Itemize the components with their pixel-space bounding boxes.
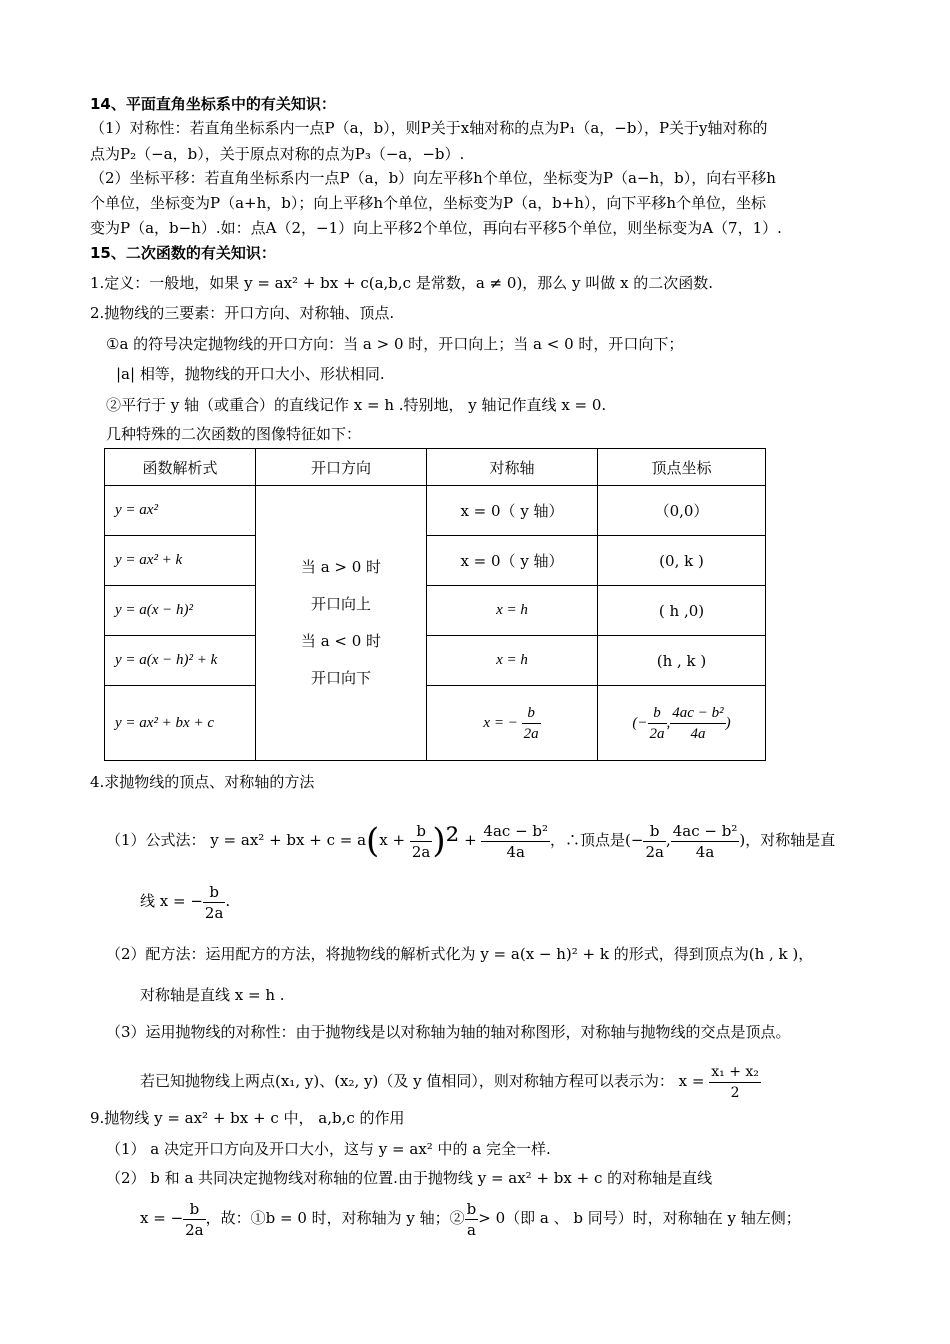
fraction-numerator: 4ac − b² [483,821,549,840]
vertex-x-fraction [648,703,667,744]
opening-line: 当 a > 0 时 [300,558,382,576]
axis-cell: x = 0（ y 轴） [427,486,598,536]
fraction-denominator: 2 [730,1084,740,1101]
vertex-close: ) [725,714,731,731]
formula-x-plus: x + [379,831,406,849]
formula-fraction-4 [671,821,740,862]
table-header-row [105,449,766,486]
fraction-numerator: b [643,821,666,842]
big-paren-open: ( [366,821,380,861]
sec9-b-role: （2） b 和 a 共同决定抛物线对称轴的位置.由于抛物线 y = ax² + bx + c 的对称轴是直线 [106,1169,713,1187]
fraction-numerator: b [466,1199,477,1218]
vertex-open: (− [632,714,648,731]
sec14-symmetry-line-1: （1）对称性：若直角坐标系内一点P（a，b），则P关于x轴对称的点为P₁（a，−b），P关于y轴对称的 [90,119,768,137]
fraction-numerator: b [522,703,541,724]
axis-cell [427,686,598,761]
formula-fraction-1 [410,821,433,862]
axis-cell: x = 0（ y 轴） [427,536,598,586]
sec9-axis-prefix: x = − [140,1209,184,1227]
table-row [105,636,766,686]
fraction-denominator: 2a [185,1220,204,1239]
sec15-table-intro: 几种特殊的二次函数的图像特征如下： [106,425,362,443]
sec14-translation-line-3: 变为P（a，b−h）.如：点A（2，−1）向上平移2个单位，再向右平移5个单位，则坐标变为A（7，1）. [90,219,782,237]
table-header-cell: 函数解析式 [105,449,256,486]
sec14-symmetry-line-2: 点为P₂（−a，b），关于原点对称的点为P₃（−a，−b）. [90,145,465,163]
function-cell: y = a(x − h)² + k [105,636,256,686]
vertex-cell: (0, k ) [598,536,766,586]
section-4-title: 4.求抛物线的顶点、对称轴的方法 [90,773,315,791]
sec15-three-elements: 2.抛物线的三要素：开口方向、对称轴、顶点. [90,304,395,322]
symmetry-fraction [709,1062,761,1103]
sec14-translation-line-2: 个单位，坐标变为P（a+h，b）；向上平移h个单位，坐标变为P（a，b+h），向下平移h个单位，坐标 [90,194,767,212]
formula-vertex-label: ，∴顶点是(− [550,831,644,849]
big-paren-close: )² [432,821,460,861]
sec9-a-role: （1） a 决定开口方向及开口大小，这与 y = ax² 中的 a 完全一样. [106,1140,551,1158]
axis-cell: x = h [427,586,598,636]
formula-fraction-3 [643,821,666,862]
symmetry-method-line-1: （3）运用抛物线的对称性：由于抛物线是以对称轴为轴的轴对称图形，对称轴与抛物线的交点是顶点。 [106,1023,791,1041]
fraction-numerator: x₁ + x₂ [709,1062,761,1083]
sec9-fraction-2 [465,1199,479,1240]
completing-square-line-2: 对称轴是直线 x = h . [140,986,285,1004]
fraction-denominator: 2a [523,725,539,742]
formula-axis-line [140,876,230,926]
sec9-fraction-1 [183,1199,206,1240]
axis-line-end: . [225,892,231,910]
sec15-abs-a-rule: |a| 相等，抛物线的开口大小、形状相同. [116,365,385,383]
fraction-denominator: 4a [690,725,706,742]
vertex-cell: (h , k ) [598,636,766,686]
section-14-title: 14、平面直角坐标系中的有关知识： [90,95,336,113]
sec15-vertical-line-rule: ②平行于 y 轴（或重合）的直线记作 x = h .特别地， y 轴记作直线 x = 0. [106,396,607,414]
function-cell: y = a(x − h)² [105,586,256,636]
vertex-cell: （0,0） [598,486,766,536]
fraction-denominator: 2a [645,842,664,861]
symmetry-method-line-2 [140,1056,761,1106]
formula-prefix: （1）公式法： y = ax² + bx + c = a [106,831,367,849]
fraction-denominator: a [467,1220,476,1239]
table-row [105,536,766,586]
axis-line-prefix: 线 x = − [140,892,203,910]
symmetry-text: 若已知抛物线上两点(x₁, y)、(x₂, y)（及 y 值相同），则对称轴方程可以表示为： x = [140,1072,705,1090]
fraction-numerator: b [410,821,433,842]
fraction-numerator: b [183,1199,206,1220]
axis-prefix: x = − [483,714,518,731]
function-cell: y = ax² + k [105,536,256,586]
vertex-y-fraction [670,703,725,744]
table-row [105,486,766,536]
formula-method-line [106,815,835,865]
fraction-numerator: b [203,882,226,903]
vertex-comma: , [666,714,671,731]
section-15-title: 15、二次函数的有关知识： [90,244,276,262]
sec9-case-text: ，故：①b = 0 时，对称轴为 y 轴；② [205,1209,465,1227]
completing-square-line-1: （2）配方法：运用配方的方法，将抛物线的解析式化为 y = a(x − h)² + k 的形式，得到顶点为(h , k )， [106,945,814,963]
fraction-denominator: 4a [695,842,715,861]
fraction-denominator: 2a [204,903,224,922]
sec14-translation-line-1: （2）坐标平移：若直角坐标系内一点P（a，b）向左平移h个单位，坐标变为P（a−h，b），向右平移h [90,169,776,187]
opening-line: 开口向下 [310,669,371,687]
table-row [105,586,766,636]
fraction-numerator: 4ac − b² [670,703,725,724]
formula-axis-label: )，对称轴是直 [739,831,836,849]
axis-line-fraction [203,882,226,923]
fraction-denominator: 2a [411,842,431,861]
sec15-definition: 1.定义：一般地，如果 y = ax² + bx + c(a,b,c 是常数，a ≠ 0)，那么 y 叫做 x 的二次函数. [90,274,714,292]
table-header-cell: 顶点坐标 [598,449,766,486]
fraction-numerator: b [648,703,667,724]
sec15-opening-rule: ①a 的符号决定抛物线的开口方向：当 a > 0 时，开口向上；当 a < 0 时，开口向下； [106,335,684,353]
table-header-cell: 对称轴 [427,449,598,486]
quadratic-features-table [104,448,766,761]
function-cell: y = ax² [105,486,256,536]
vertex-cell: ( h ,0) [598,586,766,636]
axis-fraction [522,703,541,744]
section-9-title: 9.抛物线 y = ax² + bx + c 中， a,b,c 的作用 [90,1109,405,1127]
axis-cell: x = h [427,636,598,686]
formula-plus: + [464,831,477,849]
sec9-axis-position-line [140,1193,801,1243]
function-cell: y = ax² + bx + c [105,686,256,761]
formula-fraction-2 [481,821,550,862]
table-row [105,686,766,761]
opening-line: 开口向上 [310,595,371,613]
fraction-denominator: 4a [506,842,525,861]
opening-line: 当 a < 0 时 [300,632,382,650]
table-header-cell: 开口方向 [256,449,427,486]
opening-direction-cell [256,486,427,761]
fraction-denominator: 2a [649,725,665,742]
sec9-case-end: > 0（即 a 、 b 同号）时，对称轴在 y 轴左侧； [478,1209,801,1227]
fraction-numerator: 4ac − b² [672,821,738,840]
vertex-cell [598,686,766,761]
formula-comma: , [665,831,671,849]
